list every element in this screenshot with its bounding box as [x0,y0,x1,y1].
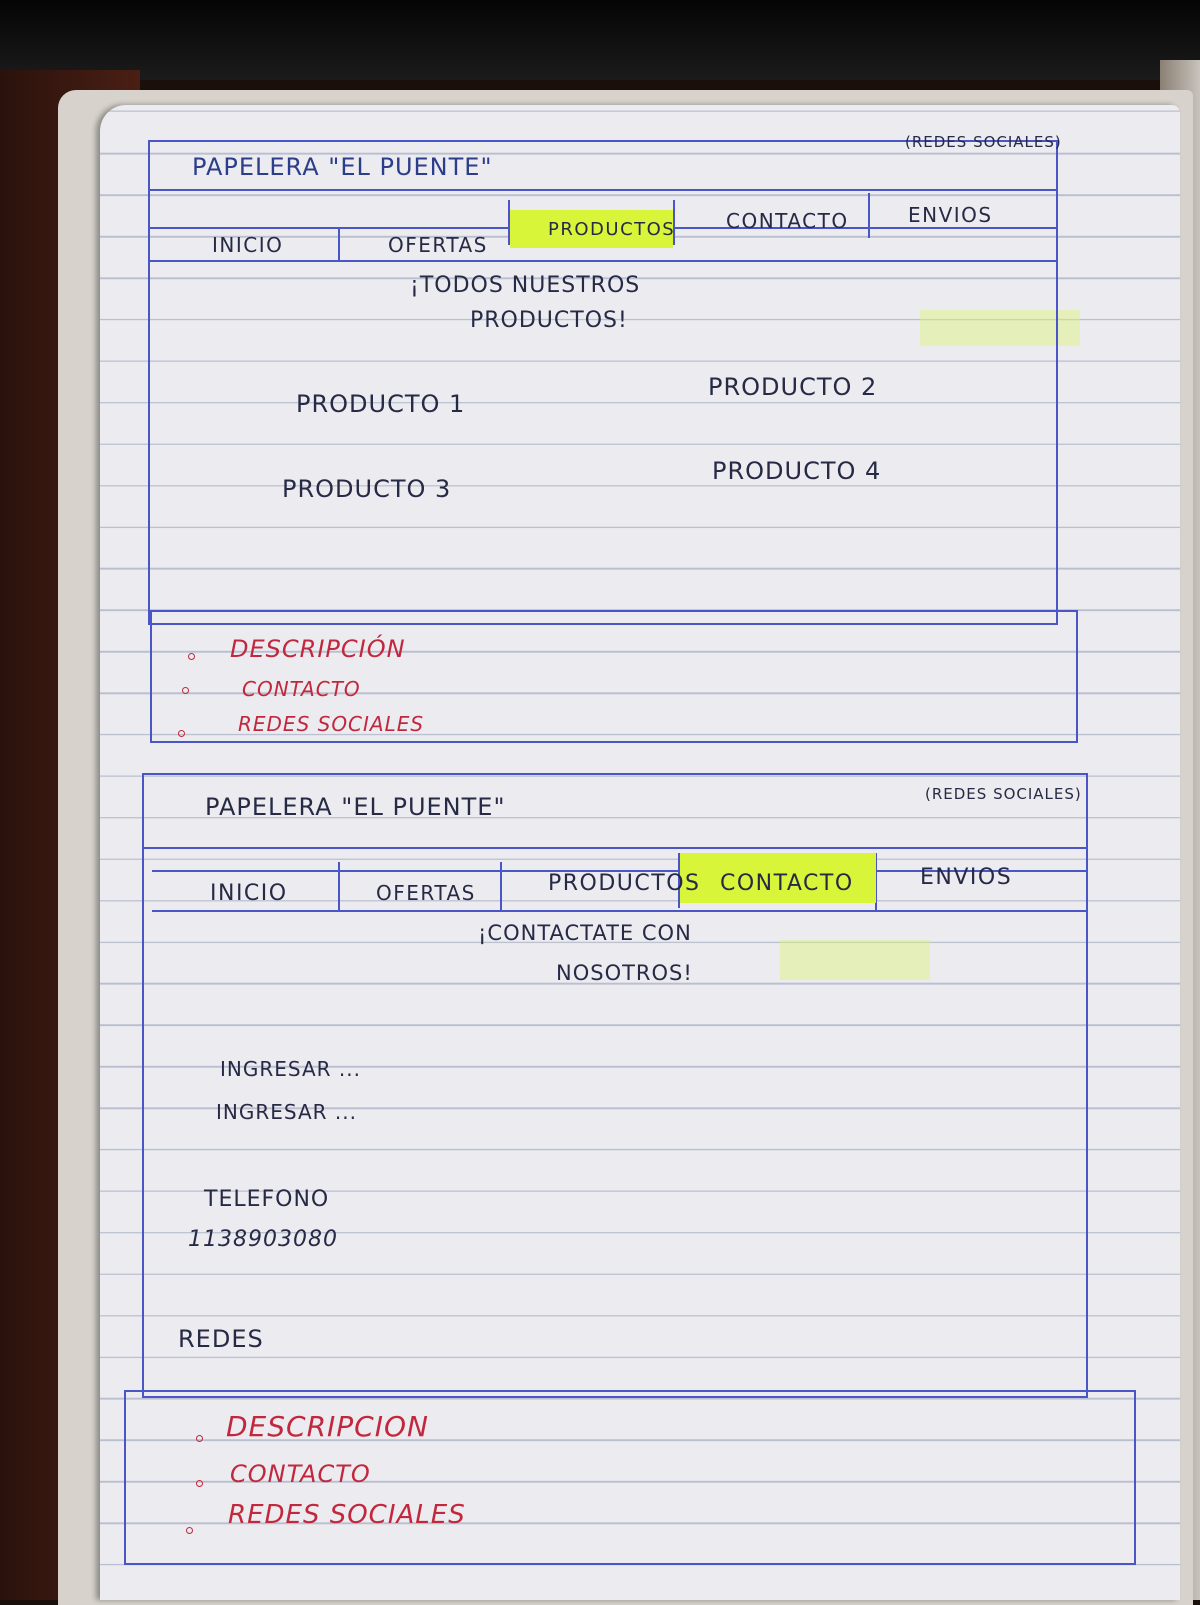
product-card-2[interactable]: PRODUCTO 2 [708,373,878,401]
footer-bullet [182,687,189,694]
sketch2-heading-line2: NOSOTROS! [556,961,693,985]
contact-input-2[interactable]: INGRESAR ... [216,1100,357,1124]
sketch1-social-link[interactable]: (REDES SOCIALES) [905,133,1062,151]
footer-bullet [186,1527,193,1534]
contact-input-1[interactable]: INGRESAR ... [220,1057,361,1081]
phone-label: TELEFONO [204,1187,330,1212]
sketch2-footer-redes[interactable]: REDES SOCIALES [228,1500,466,1530]
sketch2-nav-envios[interactable]: ENVIOS [920,865,1013,890]
sketch2-brand-title: PAPELERA "EL PUENTE" [205,793,506,821]
sketch1-nav-envios[interactable]: ENVIOS [908,203,993,227]
sketch1-brand-title: PAPELERA "EL PUENTE" [192,153,493,181]
sketch1-header-line [148,189,1058,191]
product-card-4[interactable]: PRODUCTO 4 [712,457,882,485]
sketch2-nav-divider [338,862,340,910]
sketch2-heading-line1: ¡CONTACTATE CON [478,921,692,945]
sketch1-nav-divider [868,193,870,238]
sketch1-nav-inicio[interactable]: INICIO [212,233,284,257]
sketch1-nav-divider [338,227,340,260]
notebook-page [100,105,1180,1600]
product-card-3[interactable]: PRODUCTO 3 [282,475,452,503]
sketch2-nav-productos[interactable]: PRODUCTOS [548,871,701,896]
sketch2-nav-ofertas[interactable]: OFERTAS [376,881,476,905]
sketch1-footer-descripcion[interactable]: DESCRIPCIÓN [230,635,406,663]
sketch2-nav-divider [500,862,502,910]
networks-label: REDES [178,1325,264,1353]
sketch2-nav-contacto[interactable]: CONTACTO [720,871,854,896]
footer-bullet [188,653,195,660]
sketch1-heading-line1: ¡TODOS NUESTROS [410,273,641,298]
sketch1-footer-redes[interactable]: REDES SOCIALES [238,712,425,736]
footer-bullet [196,1435,203,1442]
sketch2-nav-inicio[interactable]: INICIO [210,881,288,906]
sketch2-footer-contacto[interactable]: CONTACTO [230,1460,371,1488]
sketch2-footer-descripcion[interactable]: DESCRIPCION [226,1410,429,1443]
sketch1-nav-ofertas[interactable]: OFERTAS [388,233,488,257]
sketch1-nav-productos[interactable]: PRODUCTOS [548,219,676,240]
sketch1-heading-line2: PRODUCTOS! [470,308,628,333]
product-card-1[interactable]: PRODUCTO 1 [296,390,466,418]
sketch1-footer-contacto[interactable]: CONTACTO [242,677,361,701]
sketch2-social-link[interactable]: (REDES SOCIALES) [925,785,1082,803]
sketch2-nav-bottom-line [152,910,1087,912]
sketch1-nav-bottom-line [148,260,1058,262]
desk-background-top [0,0,1200,80]
sketch1-nav-contacto[interactable]: CONTACTO [726,209,849,233]
sketch2-header-line [142,847,1088,849]
phone-number[interactable]: 1138903080 [188,1227,338,1252]
footer-bullet [178,730,185,737]
footer-bullet [196,1480,203,1487]
